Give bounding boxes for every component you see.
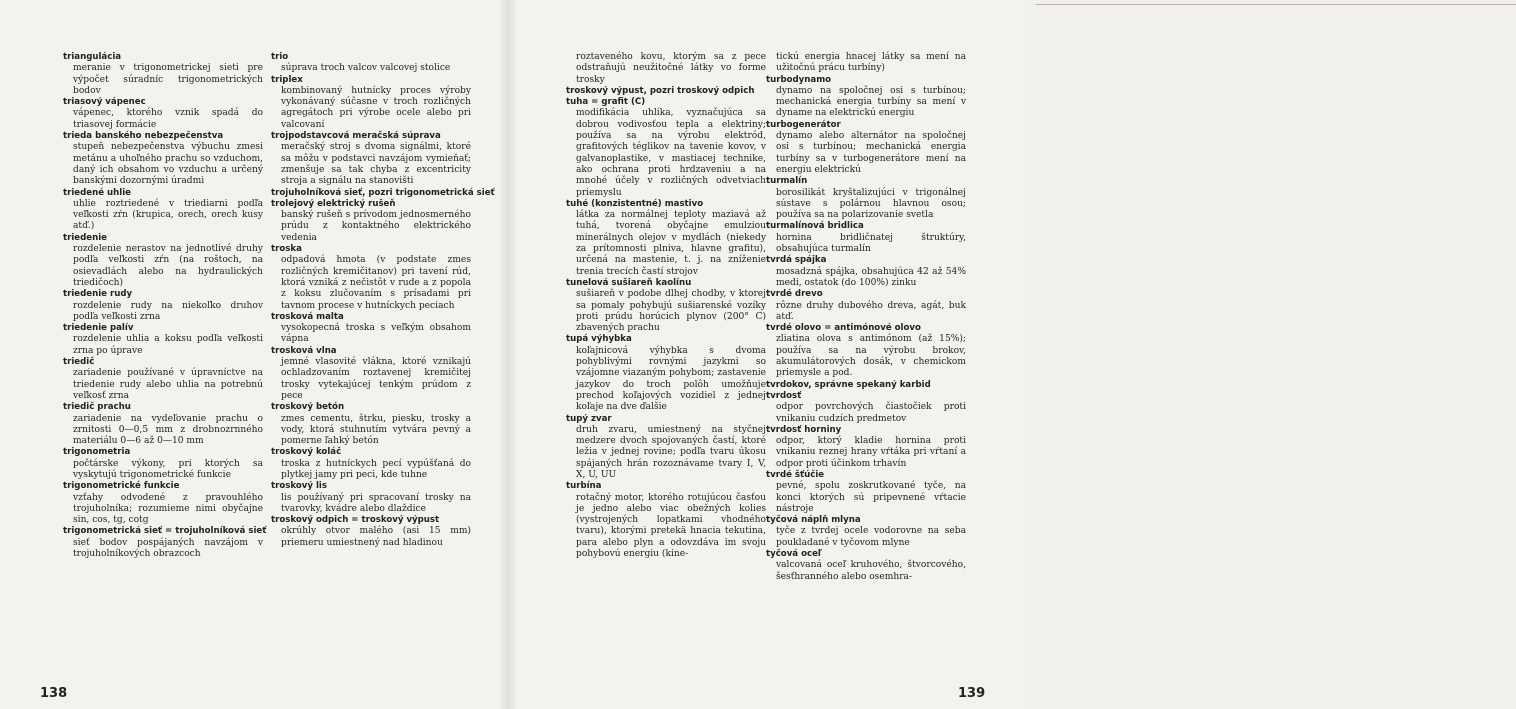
page-number-left: 138	[40, 686, 68, 701]
dictionary-entry	[566, 334, 766, 413]
entry-definition: uhlie roztriedené v triediarni podľa veľkosti zŕn (krupica, orech, orech kusy atď.)	[73, 198, 263, 232]
entry-headword: tyčová náplň mlyna	[766, 515, 861, 526]
dictionary-entry	[766, 176, 966, 221]
entry-headword: trio	[271, 52, 289, 62]
entry-headword: triplex	[271, 74, 303, 85]
book-gutter	[498, 0, 518, 709]
entry-definition: tickú energia hnacej látky sa mení na užitočnú prácu turbíny)	[776, 52, 966, 74]
entry-headword: trosková vlna	[271, 345, 337, 356]
dictionary-entry	[271, 131, 471, 187]
entry-definition: okrúhly otvor malého (asi 15 mm) priemeru umiestnený nad hladinou	[281, 526, 471, 548]
dictionary-entry	[271, 346, 471, 402]
dictionary-entry	[566, 52, 766, 86]
entry-headword: triedenie rudy	[63, 289, 133, 300]
entry-headword: turbogenerátor	[766, 119, 841, 130]
entry-definition: hornina bridličnatej štruktúry, obsahujúca turmalín	[776, 232, 966, 255]
dictionary-entry	[271, 187, 495, 199]
entry-headword: triedič	[63, 357, 95, 368]
entry-definition: počtárske výkony, pri ktorých sa vyskytujú trigonometrické funkcie	[73, 458, 263, 480]
entry-definition: látka za normálnej teploty maziavá až tuhá, tvorená obyčajne emulziou minerálnych olejov v mydlách (niekedy za prítomnosti plniva, hlavne grafitu), určená na mastenie, t. j. na zníženie trenia trecích častí strojov	[576, 210, 766, 277]
entry-headword: tvrdé drevo	[766, 289, 823, 300]
entry-headword: trigonometrická sieť = trojuholníková sieť	[63, 526, 267, 537]
dictionary-entry	[766, 75, 966, 120]
dictionary-entry	[766, 380, 966, 391]
entry-definition: rozdelenie nerastov na jednotlivé druhy podľa veľkosti zŕn (na roštoch, na osievadlách alebo na hydraulických triedičoch)	[73, 244, 263, 288]
entry-definition: súprava troch valcov valcovej stolice	[281, 63, 451, 74]
entry-definition: sušiareň v podobe dlhej chodby, v ktorej sa pomaly pohybujú sušiarenské vozíky proti prúdu horúcich plynov (200° C) zbavených prachu	[576, 289, 766, 334]
entry-definition: vysokopecná troska s veľkým obsahom vápna	[281, 323, 471, 345]
entry-definition: koľajnicová výhybka s dvoma pohyblivými rovnými jazykmi so vzájomne viazaným pohybom; zastavenie jazykov do troch polôh umožňuje prechod koľajových vozidiel z jednej koľaje na dve ďalšie	[576, 345, 766, 413]
entry-headword: trojpodstavcová meračská súprava	[271, 131, 441, 142]
entry-definition: dynamo na spoločnej osi s turbínou; mechanická energia turbíny sa mení v dyname na elektrickú energiu	[776, 85, 966, 119]
entry-definition: meračský stroj s dvoma signálmi, ktoré sa môžu v podstavci navzájom vymieňať; zmenšuje sa tak chyba z excentricity stroja a signálu na stanovišti	[281, 142, 471, 187]
entry-headword: troska	[271, 244, 302, 255]
entry-definition: roztaveného kovu, ktorým sa z pece odstraňujú neužitočné látky vo forme trosky	[576, 52, 766, 85]
dictionary-entry	[63, 97, 263, 131]
entry-headword: troskový koláč	[271, 447, 342, 458]
entry-definition: mosadzná spájka, obsahujúca 42 až 54% medi, ostatok (do 100%) zinku	[776, 266, 966, 288]
dictionary-entry	[766, 52, 966, 75]
entry-headword: troskový odpich = troskový výpust	[271, 515, 440, 526]
entry-definition: meranie v trigonometrickej sieti pre výpočet súradníc trigonometrických bodov	[73, 63, 263, 96]
entry-definition: borosilikát kryštalizujúci v trigonálnej sústave s polárnou hlavnou osou; používa sa na polarizovanie svetla	[776, 187, 966, 221]
dictionary-entry	[63, 357, 263, 402]
dictionary-entry	[271, 481, 471, 515]
entry-definition: lis používaný pri spracovaní trosky na tvarovky, kvádre alebo dlaždice	[281, 492, 471, 514]
entry-definition: odpor, ktorý kladie hornina proti vnikaniu reznej hrany vŕtáka pri vŕtaní a odpor proti účinkom trhavín	[776, 436, 966, 469]
dictionary-entry	[63, 402, 263, 447]
dictionary-entry	[766, 255, 966, 289]
entry-definition: rozdelenie rudy na niekoľko druhov podľa veľkosti zrna	[73, 300, 263, 322]
entry-headword: tvrdosť	[766, 390, 802, 401]
entry-headword: triangulácia	[63, 52, 122, 62]
right-page	[508, 0, 1024, 709]
entry-definition: rozdelenie uhlia a koksu podľa veľkosti zrna po úprave	[73, 334, 263, 356]
entry-headword: tuha = grafit (C)	[566, 97, 646, 108]
entry-definition: odpor povrchových čiastočiek proti vnikaniu cudzích predmetov	[776, 402, 966, 424]
dictionary-entry	[766, 289, 966, 323]
dictionary-entry	[566, 199, 766, 278]
right-column-1	[566, 52, 766, 560]
dictionary-entry	[766, 549, 966, 583]
entry-headword: trosková malta	[271, 311, 344, 322]
dictionary-entry	[566, 481, 766, 560]
dictionary-entry	[766, 515, 966, 549]
entry-headword: triasový vápenec	[63, 97, 146, 108]
entry-headword: tvrdé olovo = antimónové olovo	[766, 323, 921, 334]
entry-definition: zariadenie používané v úpravníctve na triedenie rudy alebo uhlia na potrebnú veľkosť zrna	[73, 368, 263, 401]
entry-definition: rôzne druhy dubového dreva, agát, buk atď.	[776, 300, 966, 322]
dictionary-entry	[271, 199, 471, 244]
entry-headword: troskový výpust, pozri troskový odpich	[566, 85, 755, 96]
dictionary-entry	[766, 221, 966, 255]
dictionary-entry	[63, 526, 267, 560]
entry-headword: turbína	[566, 481, 602, 492]
entry-headword: tvrdosť horniny	[766, 424, 842, 435]
entry-definition: modifikácia uhlíka, vyznačujúca sa dobrou vodivosťou tepla a elektriny; používa sa na výrobu elektród, grafitových téglikov na tavenie kovov, v galvanoplastike, v mastiacej technike, ako ochrana proti hrdzaveniu a na mnohé účely v rozličných odvetviach priemyslu	[576, 108, 766, 198]
dictionary-entry	[63, 447, 263, 481]
dictionary-entry	[271, 312, 471, 346]
entry-definition: druh zvaru, umiestnený na styčnej medzere dvoch spojovaných častí, ktoré ležia v jednej rovine; podľa tvaru úkosu spájaných hrán rozoznávame tvary I, V, X, U, UU	[576, 424, 766, 480]
dictionary-entry	[271, 447, 471, 481]
entry-definition: valcovaná oceľ kruhového, štvorcového, šesťhranného alebo osemhra-	[776, 560, 966, 582]
entry-definition: jemné vlasovité vlákna, ktoré vznikajú ochladzovaním roztavenej kremičitej trosky vytekajúcej tenkým prúdom z pece	[281, 357, 471, 401]
dictionary-entry	[271, 515, 471, 549]
entry-headword: turmalínová bridlica	[766, 221, 864, 232]
dictionary-entry	[766, 323, 966, 379]
entry-headword: tuhé (konzistentné) mastivo	[566, 198, 704, 209]
entry-headword: triedenie	[63, 232, 107, 243]
entry-definition: rotačný motor, ktorého rotujúcou časťou je jedno alebo viac obežných kolies (vystrojených lopatkami vhodného tvaru), ktorými pretekä hnacia tekutina, para alebo plyn a odovzdáva im svoju pohybovú energiu (kine-	[576, 492, 766, 560]
dictionary-entry	[63, 289, 263, 323]
entry-headword: trigonometrické funkcie	[63, 481, 180, 492]
dictionary-entry	[63, 323, 263, 357]
dictionary-entry	[63, 233, 263, 289]
dictionary-entry	[566, 278, 766, 334]
entry-headword: trolejový elektrický rušeň	[271, 198, 396, 209]
entry-definition: troska z hutníckych pecí vypúšťaná do plytkej jamy pri peci, kde tuhne	[281, 458, 471, 480]
dictionary-entry	[63, 188, 263, 233]
dictionary-entry	[63, 131, 263, 187]
top-rule	[1036, 4, 1516, 5]
entry-headword: triedenie palív	[63, 323, 134, 334]
left-column-1	[63, 52, 267, 560]
entry-headword: triedič prachu	[63, 402, 131, 413]
dictionary-entry	[766, 391, 966, 425]
entry-definition: sieť bodov pospájaných navzájom v trojuholníkových obrazcoch	[73, 537, 263, 560]
entry-headword: triedené uhlie	[63, 187, 131, 198]
dictionary-entry	[566, 86, 766, 97]
dictionary-entry	[766, 470, 966, 515]
entry-definition: stupeň nebezpečenstva výbuchu zmesi metánu a uhoľného prachu so vzduchom, daný ich obsahom vo vzduchu a určený banskými dozornými úradmi	[73, 142, 263, 187]
left-page	[0, 0, 508, 709]
entry-definition: dynamo alebo alternátor na spoločnej osi s turbínou; mechanická energia turbíny sa v turbogenerátore mení na energiu elektrickú	[776, 131, 966, 175]
entry-headword: trieda banského nebezpečenstva	[63, 131, 224, 142]
entry-definition: tyče z tvrdej ocele vodorovne na seba poukladané v tyčovom mlyne	[776, 526, 966, 548]
entry-definition: zmes cementu, štrku, piesku, trosky a vody, ktorá stuhnutím vytvára pevný a pomerne ľahký betón	[281, 413, 471, 447]
entry-definition: pevné, spolu zoskrutkované tyče, na konci ktorých sú pripevnené vŕtacie nástroje	[776, 481, 966, 514]
right-column-2	[766, 52, 966, 583]
dictionary-entry	[63, 481, 263, 526]
entry-definition: vápenec, ktorého vznik spadá do triasovej formácie	[73, 108, 263, 130]
dictionary-entry	[63, 52, 263, 97]
entry-definition: zliatina olova s antimónom (až 15%); používa sa na výrobu brokov, akumulátorových dosák, v chemickom priemysle a pod.	[776, 334, 966, 379]
entry-definition: banský rušeň s prívodom jednosmerného prúdu z kontaktného elektrického vedenia	[281, 210, 471, 243]
dictionary-entry	[766, 425, 966, 470]
dictionary-entry	[271, 75, 471, 131]
entry-headword: tupá výhybka	[566, 334, 632, 345]
entry-definition: odpadová hmota (v podstate zmes rozličných kremičitanov) pri tavení rúd, ktorá vzniká z nečistôt v rude a z popola z koksu zlučovaním s prísadami pri tavnom procese v hutníckych peciach	[281, 255, 471, 311]
entry-headword: troskový lis	[271, 481, 327, 492]
page-number-right: 139	[958, 686, 986, 701]
entry-headword: trigonometria	[63, 447, 131, 458]
entry-headword: turmalín	[766, 176, 808, 187]
left-column-2	[271, 52, 495, 549]
dictionary-entry	[271, 244, 471, 312]
entry-headword: tvrdé šťúčie	[766, 469, 825, 480]
dictionary-entry	[271, 52, 471, 75]
dictionary-entry	[566, 414, 766, 482]
dictionary-entry	[566, 97, 766, 199]
entry-headword: tunelová sušiareň kaolínu	[566, 277, 692, 288]
dictionary-entry	[271, 402, 471, 447]
entry-headword: trojuholníková sieť, pozri trigonometrická sieť	[271, 187, 495, 198]
entry-definition: vzťahy odvodené z pravouhlého trojuholníka; rozumieme nimi obyčajne sin, cos, tg, cotg	[73, 492, 263, 526]
entry-headword: tyčová oceľ	[766, 549, 823, 560]
entry-definition: kombinovaný hutnícky proces výroby vykonávaný súčasne v troch rozličných agregátoch pri výrobe ocele alebo pri valcovaní	[281, 85, 471, 130]
entry-headword: turbodynamo	[766, 74, 832, 85]
dictionary-entry	[766, 120, 966, 176]
entry-definition: zariadenie na vydeľovanie prachu o zrnitosti 0—0,5 mm z drobnozrnného materiálu 0—6 až 0—10 mm	[73, 413, 263, 447]
entry-headword: tvrdá spájka	[766, 255, 827, 266]
entry-headword: troskový betón	[271, 402, 345, 413]
entry-headword: tupý zvar	[566, 413, 612, 424]
entry-headword: tvrdokov, správne spekaný karbid	[766, 379, 931, 390]
